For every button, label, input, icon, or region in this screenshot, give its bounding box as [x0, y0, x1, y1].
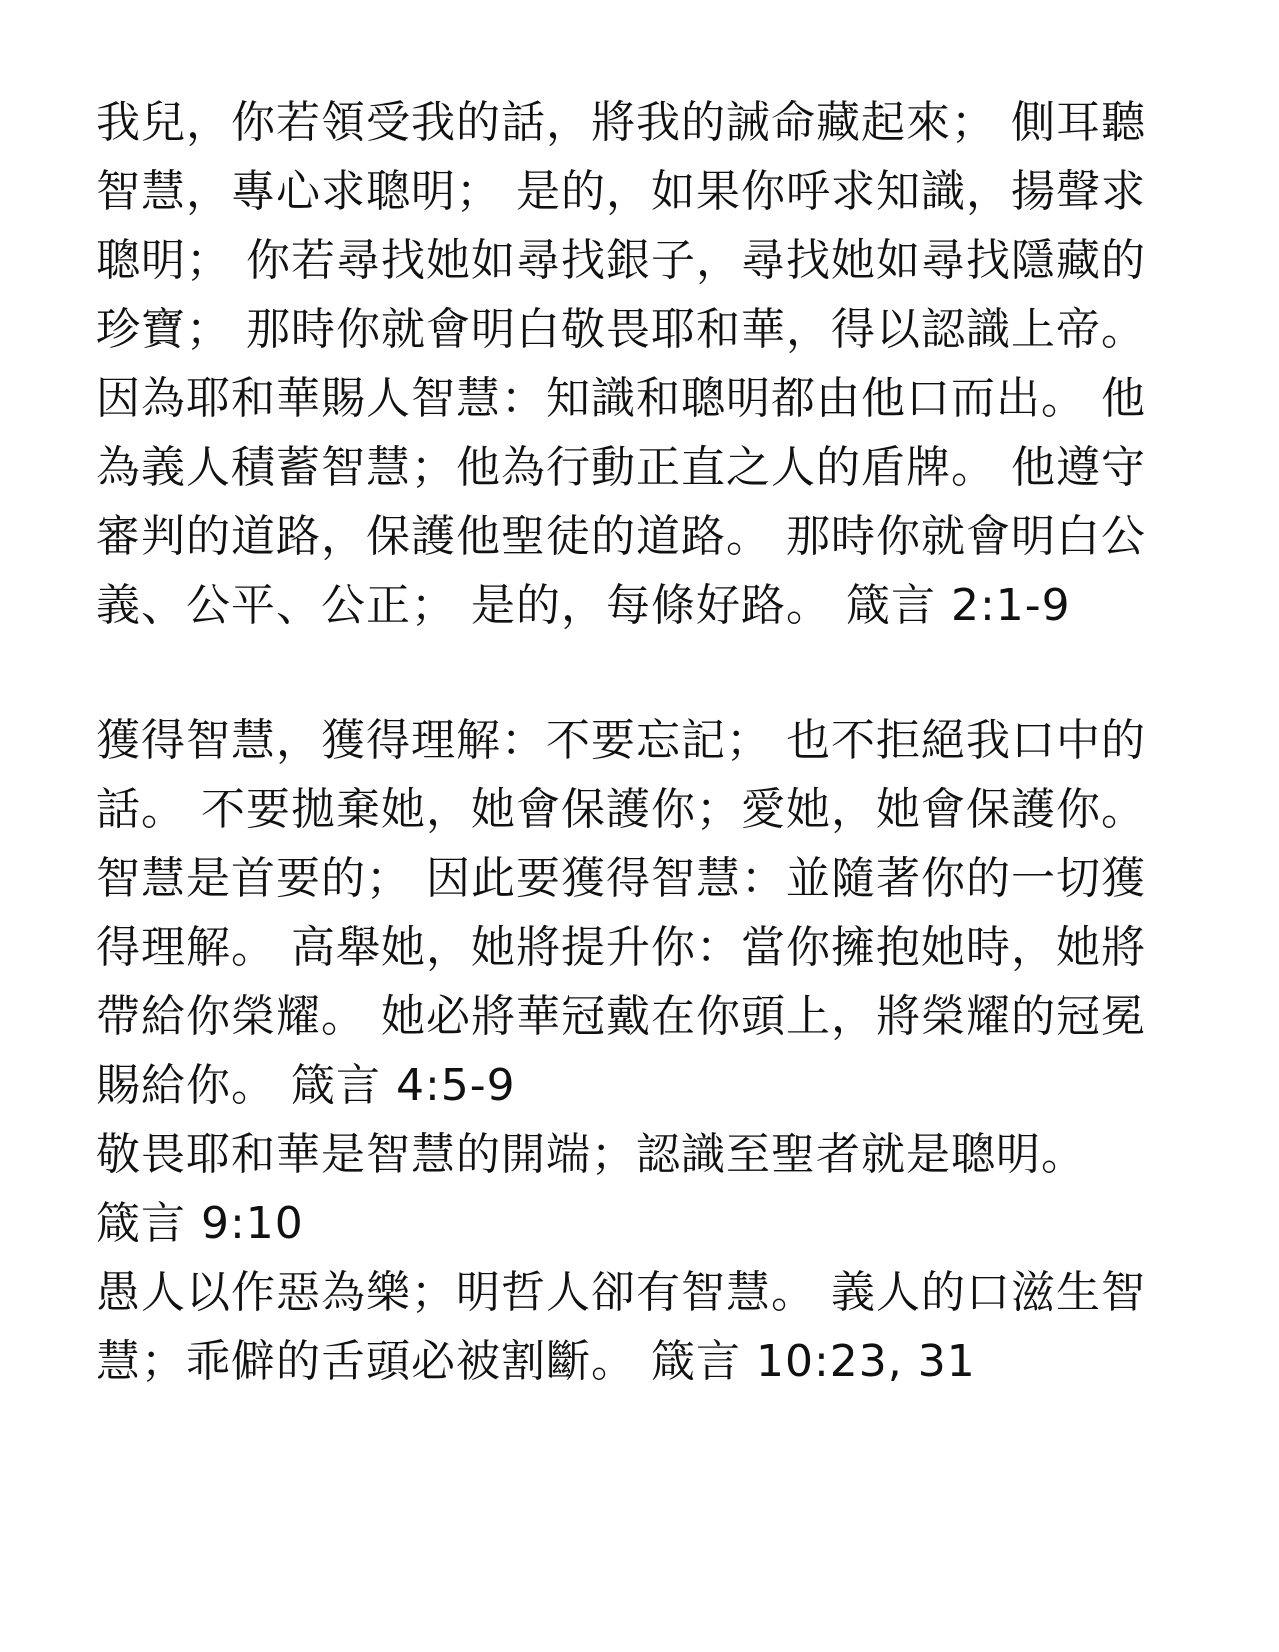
- paragraph-proverbs-10: 愚人以作惡為樂；明哲人卻有智慧。 義人的口滋生智慧；乖僻的舌頭必被割斷。 箴言 10:23, 31: [96, 1267, 1146, 1387]
- paragraph-proverbs-9-reference: 箴言 9:10: [96, 1198, 304, 1249]
- paragraph-proverbs-4: 獲得智慧，獲得理解：不要忘記； 也不拒絕我口中的話。 不要拋棄她，她會保護你；愛她，她會保護你。 智慧是首要的； 因此要獲得智慧：並隨著你的一切獲得理解。 高舉她，她將提升你：當你擁抱她時，她將帶給你榮耀。 她必將華冠戴在你頭上，將榮耀的冠冕賜給你。 箴言 4:5-9: [96, 715, 1146, 1111]
- paragraph-spacer: [96, 640, 1186, 706]
- document-body: [96, 88, 1186, 1396]
- paragraph-proverbs-2: 我兒，你若領受我的話，將我的誡命藏起來； 側耳聽智慧，專心求聰明； 是的，如果你呼求知識，揚聲求聰明； 你若尋找她如尋找銀子，尋找她如尋找隱藏的珍寶； 那時你就會明白敬畏耶和華，得以認識上帝。 因為耶和華賜人智慧：知識和聰明都由他口而出。 他為義人積蓄智慧；他為行動正直之人的盾牌。 他遵守審判的道路，保護他聖徒的道路。 那時你就會明白公義、公平、公正； 是的，每條好路。 箴言 2:1-9: [96, 97, 1146, 631]
- paragraph-proverbs-9-text: 敬畏耶和華是智慧的開端；認識至聖者就是聰明。: [96, 1129, 1086, 1180]
